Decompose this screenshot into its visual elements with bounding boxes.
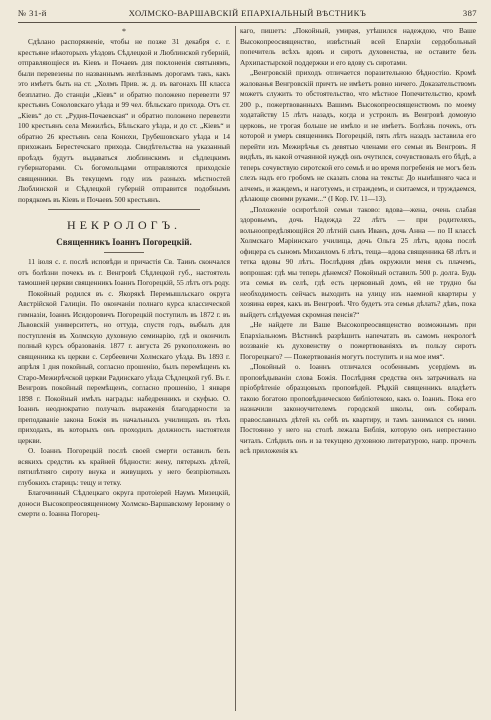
issue-number: № 31-й [18,8,47,18]
pilgrimage-paragraph: Сдѣлано распоряженіе, чтобы не позже 31 декабря с. г. крестьяне нѣкоторыхъ уѣздовъ Сѣдлецкой и Люблинской губерній, отправляющіеся въ Кіевъ и Почаевъ для поклоненія святынямъ, были перевезены по названнымъ желѣзнымъ дорогамъ такъ, какъ это имѣетъ быть на ст. „Холмъ Прив. ж. д. въ вагонахъ III класса безплатно. До станціи „Кіевъ“ и обратно положено перевезти 97 крестьянъ Соколовскаго уѣзда и 99 чел. бѣльскаго прихода. Отъ ст. „Кіевъ“ до ст. „Рудня-Почаевская“ и обратно положено перевезти 100 крестьянъ села Межилѣсь, Бѣльскаго уѣзда, и до ст. „Кіевъ“ и обратно 26 крестьянъ села Конюхи, Грубешовскаго уѣзда и 14 прихожанъ Берестечскаго прихода. Свидѣтельства на указанный проѣздъ будутъ выдаваться люблинскимъ и сѣдлецкимъ губернаторами. Съ богомольцами отправляются приходскіе священники. Въ текущемъ году изъ разныхъ мѣстностей Люблинской и Сѣдлецкой губерній отправится подобнымъ порядкомъ въ Кіевъ и Почаевъ 500 крестьянъ. [18,37,230,204]
letter-paragraph-3: „Положеніе осиротѣлой семьи таково: вдова—жена, очень слабая здоровьемъ, дочь Надежда 22 лѣтъ — при родителяхъ, вольноопредѣляющійся 20 лѣтній сынъ Иванъ, дочь Анна — по II классѣ Холмскаго Маріинскаго училища, дочь Ольга 25 лѣтъ, вдова послѣ офицера съ сыномъ Михаиломъ 6 лѣтъ, теща—вдова священника 68 лѣтъ и тетка вдовы 90 лѣтъ. Послѣдняя дѣвъ окружили меня съ плачемъ, вопрошая: гдѣ мы теперь дѣнемся? Покойный оставилъ 500 р. долга. Будь эта семья въ селѣ, гдѣ есть церковный домъ, ей не трудно бы необходимость сейчасъ выходить на улицу изъ наемной квартиры у хозяина еврея, какъ въ Венгровѣ. Что будетъ эта семья дѣлать? дѣвъ, пока выйдетъ слѣдуемая скромная пенсія?“ [240,204,476,319]
obituary-title: Священникъ Іоаннъ Погорецкій. [56,237,192,247]
title-divider [104,252,144,253]
left-column [18,26,230,711]
obituary-paragraph-1: 11 іюля с. г. послѣ исповѣди и причастія Св. Таинъ скончался отъ болѣзни почекъ въ г. Венгровѣ Сѣдлецкой губ., настоятель тамошней церкви священникъ Іоаннъ Погорецкій, 55 лѣтъ отъ роду. [18,257,230,287]
page-header [18,8,477,22]
letter-paragraph-4: „Не найдете ли Ваше Высокопреосвященство возможнымъ при Епархіальномъ Вѣстникѣ разрѣшить напечатать въ самомъ некрологѣ воззваніе къ духовенству о пожертвованіяхъ въ пользу сиротъ Погорецкаго? — Пожертвованія могутъ поступить и на мое имя“. [240,320,476,361]
column-divider [235,26,236,711]
separator-mark: * [122,27,126,36]
obituary-paragraph-2: Покойный родился въ с. Якорякѣ Перемышльскаго округа Австрійской Галиціи. По окончаніи полнаго курса классической гимназіи, Іоаннъ Исидоровичъ Погорецкій поступилъ въ 1872 г. въ Львовскій университетъ, но оттуда, спустя годъ, выбылъ для поступленія въ Холмскую духовную семинарію, гдѣ и окончилъ полный курсъ образованія. 1877 г. августа 26 рукоположенъ во священника къ церкви с. Сербеевичи Холмскаго уѣзда. Въ 1893 г. апрѣля 1 дня покойный, согласно прошенію, былъ перемѣщенъ къ Старо-Межирѣчской церкви Радинскаго уѣзда Сѣдлецкой губ. Въ г. Венгровъ покойный перемѣщенъ, согласно прошенію, 1 января 1898 г. Покойный имѣлъ награды: набедренникъ и скуфью. О. Іоаннъ неоднократно получалъ выраженія благодарности за преподаваніе закона Божія въ начальныхъ училищахъ въ тѣхъ приходахъ, въ которыхъ онъ проходилъ должность настоятеля церкви. [18,288,230,445]
section-title: НЕКРОЛОГЪ. [66,218,182,232]
letter-paragraph-2: „Венгровскій приходъ отличается поразительною бѣдностію. Кромѣ жалованья Венгровскій причтъ не имѣетъ ровно ничего. Доказательствомъ можетъ служить то обстоятельство, что мѣстное Попечительство, кромѣ 200 р., пожертвованныхъ Вашимъ Высокопреосвященствомъ по моему ходатайству 15 лѣтъ назадъ, когда и устроилъ въ Венгровѣ домовую церковь, не трогая больше не имѣло и не имѣетъ. Болѣзнь почекъ, отъ которой и умеръ священникъ Погорецкій, пять лѣтъ назадъ заставила его перейти изъ Межирѣчья съ девятью членами его семьи въ Венгровъ. Я видѣлъ, въ какой отчаянной нуждѣ онъ очутился, сочувствовалъ его бѣдѣ, а теперь сочувствую сиротской его семьѣ и во время погребенія не могъ безъ слезъ надъ его гробомъ не сказать слова на тексты: До нынѣшняго часа и алчемъ, и жаждемъ, и наготуемъ, и страждемъ, и скитаемся, и труждаемся, дѣлающе своими руками...“ (I Кор. IV. 11—13). [240,68,476,203]
section-divider [48,209,200,210]
journal-title: ХОЛМСКО-ВАРШАВСКІЙ ЕПАРХІАЛЬНЫЙ ВѢСТНИКЪ [128,8,367,18]
page-number: 387 [462,8,477,18]
letter-paragraph-1: каго, пишетъ: „Покойный, умирая, утѣшился надеждою, что Ваше Высокопреосвященство, извѣстный всей Епархіи сердобольный попечитель всѣхъ вдовъ и сиротъ духовенства, не оставите безъ Архипастырской поддержки и его вдову съ сиротами. [240,26,476,67]
obituary-paragraph-4: Благочинный Сѣдлецкаго округа протоіерей Наумъ Мизецкій, доноси Высокопреосвященному Холмско-Варшавскому Іерониму о смерти о. Іоанна Погорец- [18,488,230,518]
right-column [240,26,476,711]
letter-paragraph-5: „Покойный о. Іоаннъ отличался особеннымъ усердіемъ въ проповѣдываніи слова Божія. Послѣдняя средства онъ затрачивалъ на пріобрѣтеніе образцовыхъ проповѣдей. Рѣдкій священникъ владѣетъ такою богатою проповѣдническою библіотекою, какъ о. Іоаннъ. Пока его назначили законоучителемъ городской школы, онъ собиралъ православныхъ дѣтей къ себѣ въ квартиру, и тамъ занимался съ ними. Постоянно у него на столѣ лежала Библія, которую онъ непрестанно читалъ. Слѣдилъ онъ и за текущею духовною литературою, напр. прочелъ всѣ приложенія къ [240,362,476,455]
header-rule [18,22,477,23]
obituary-paragraph-3: О. Іоаннъ Погорецкій послѣ своей смерти оставилъ безъ всякихъ средствъ къ крайней бѣдности: жену, пятерыхъ дѣтей, пятилѣтняго сироту внука и живущихъ у него безпріютныхъ глубокихъ старицъ: тещу и тетку. [18,446,230,487]
